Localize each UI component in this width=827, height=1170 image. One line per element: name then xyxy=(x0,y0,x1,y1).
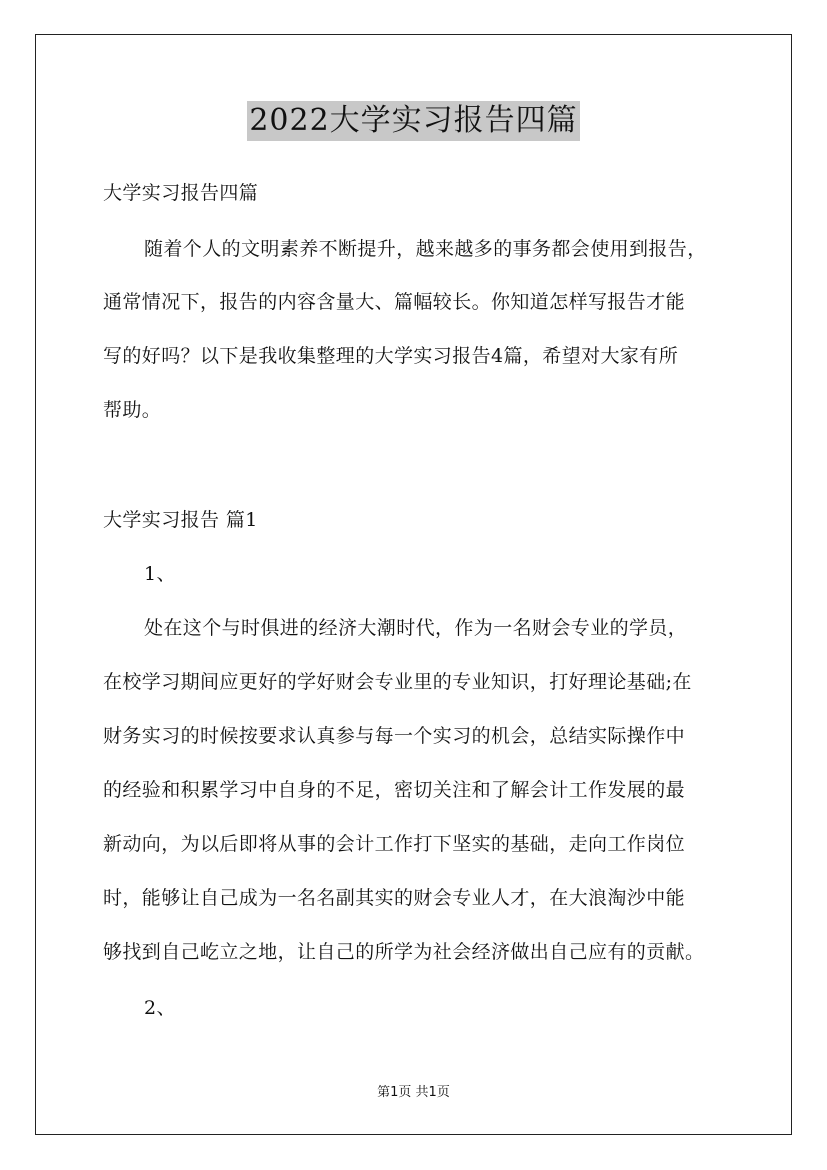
paragraph-line: 时，能够让自己成为一名名副其实的财会专业人才，在大浪淘沙中能 xyxy=(103,887,686,909)
title-text: 2022大学实习报告四篇 xyxy=(247,101,579,141)
intro-line: 通常情况下，报告的内容含量大、篇幅较长。你知道怎样写报告才能 xyxy=(103,291,686,313)
intro-line: 随着个人的文明素养不断提升，越来越多的事务都会使用到报告， xyxy=(144,238,707,260)
paragraph-line: 的经验和积累学习中自身的不足，密切关注和了解会计工作发展的最 xyxy=(103,779,686,801)
intro-line: 帮助。 xyxy=(103,399,162,421)
document-title xyxy=(0,101,827,141)
paragraph-line: 够找到自己屹立之地，让自己的所学为社会经济做出自己应有的贡献。 xyxy=(103,941,705,963)
page-number: 第1页 共1页 xyxy=(377,1085,450,1100)
paragraph-line: 新动向，为以后即将从事的会计工作打下坚实的基础，走向工作岗位 xyxy=(103,833,686,855)
item-number: 1、 xyxy=(144,563,176,585)
paragraph-line: 在校学习期间应更好的学好财会专业里的专业知识，打好理论基础;在 xyxy=(103,671,692,693)
item-number: 2、 xyxy=(144,997,176,1019)
intro-line: 写的好吗？以下是我收集整理的大学实习报告4篇，希望对大家有所 xyxy=(103,345,679,367)
paragraph-line: 财务实习的时候按要求认真参与每一个实习的机会，总结实际操作中 xyxy=(103,725,686,747)
section-heading: 大学实习报告 篇1 xyxy=(103,509,258,531)
subtitle: 大学实习报告四篇 xyxy=(103,182,259,204)
paragraph-line: 处在这个与时俱进的经济大潮时代，作为一名财会专业的学员， xyxy=(144,617,688,639)
